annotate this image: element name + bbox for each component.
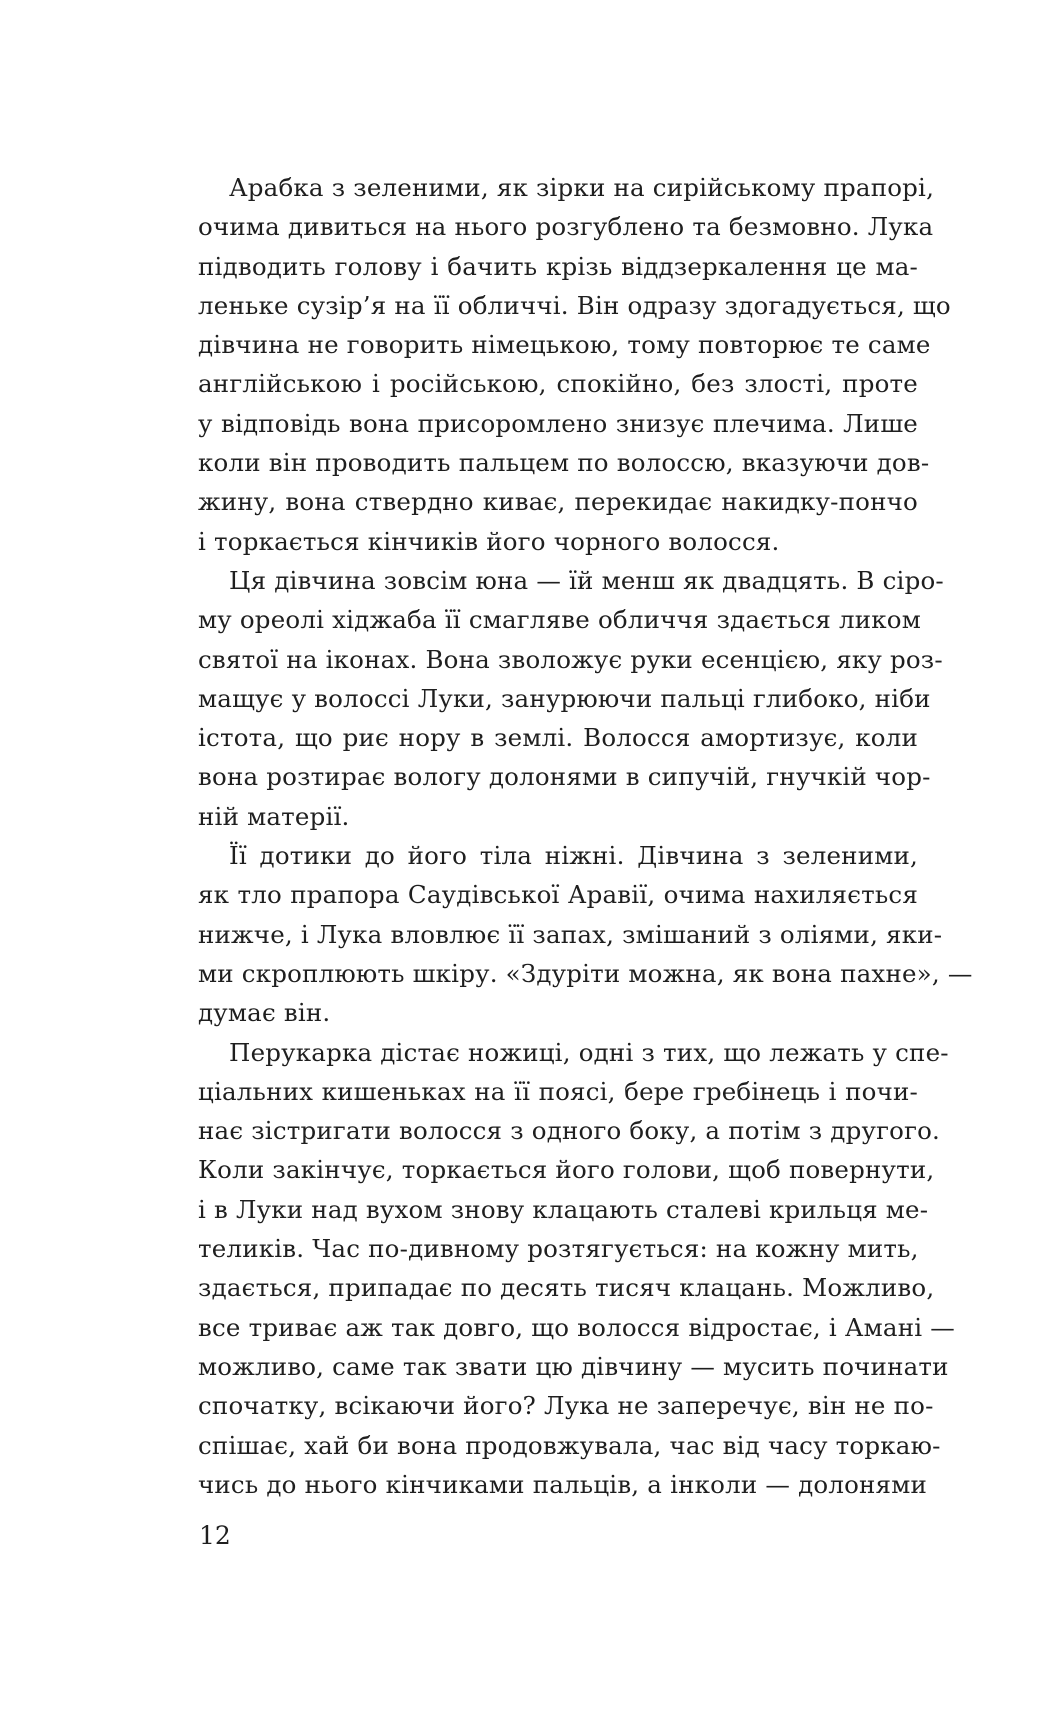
text-line: Коли закінчує, торкається його голови, щоб повернути,: [198, 1155, 935, 1185]
text-line: нає зістригати волосся з одного боку, а потім з другого.: [198, 1116, 941, 1146]
text-line: святої на іконах. Вона зволожує руки есенцією, яку роз-: [198, 644, 943, 674]
text-line: Ця дівчина зовсім юна — їй менш як двадцять. В сіро-: [229, 565, 944, 595]
text-line: жину, вона ствердно киває, перекидає накидку-пончо: [198, 487, 918, 517]
text-line: підводить голову і бачить крізь віддзеркалення це ма-: [198, 251, 918, 281]
text-line: можливо, саме так звати цю дівчину — мусить починати: [198, 1351, 949, 1381]
text-line: все триває аж так довго, що волосся відростає, і Амані —: [198, 1312, 955, 1342]
text-line: і в Луки над вухом знову клацають сталеві крильця ме-: [198, 1194, 929, 1224]
text-line: мащує у волоссі Луки, занурюючи пальці глибоко, ніби: [198, 683, 931, 713]
paragraph: [198, 836, 973, 1032]
text-line: істота, що риє нору в землі. Волосся амортизує, коли: [198, 723, 918, 753]
text-line: ній матерії.: [198, 801, 350, 831]
paragraph: [198, 168, 951, 561]
page-number: 12: [199, 1521, 231, 1550]
text-line: нижче, і Лука вловлює її запах, змішаний з оліями, яки-: [198, 919, 943, 949]
text-line: у відповідь вона присоромлено знизує плечима. Лише: [198, 408, 918, 438]
text-line: Перукарка дістає ножиці, одні з тих, що лежать у спе-: [229, 1037, 949, 1067]
paragraph: [198, 561, 944, 836]
text-line: Її дотики до його тіла ніжні. Дівчина з зеленими,: [229, 841, 918, 871]
page-body: [198, 168, 973, 1504]
text-line: Арабка з зеленими, як зірки на сирійському прапорі,: [229, 173, 935, 202]
text-line: англійською і російською, спокійно, без злості, проте: [198, 369, 918, 399]
text-line: спішає, хай би вона продовжувала, час від часу торкаю-: [198, 1430, 941, 1460]
text-line: ми скроплюють шкіру. «Здуріти можна, як вона пахне», —: [198, 958, 973, 988]
text-line: вона розтирає вологу долонями в сипучій, гнучкій чор-: [198, 762, 931, 792]
text-line: теликів. Час по-дивному розтягується: на кожну мить,: [198, 1234, 919, 1264]
text-line: леньке сузір’я на її обличчі. Він одразу здогадується, що: [198, 290, 951, 320]
paragraph: [198, 1033, 955, 1505]
text-line: спочатку, всікаючи його? Лука не заперечує, він не по-: [198, 1391, 934, 1421]
text-line: дівчина не говорить німецькою, тому повторює те саме: [198, 330, 931, 360]
text-line: коли він проводить пальцем по волоссю, вказуючи дов-: [198, 448, 930, 478]
text-line: му ореолі хіджаба її смагляве обличчя здається ликом: [198, 605, 922, 635]
text-line: і торкається кінчиків його чорного волосся.: [198, 526, 780, 556]
text-line: ціальних кишеньках на її поясі, бере гребінець і почи-: [198, 1076, 918, 1106]
text-line: як тло прапора Саудівської Аравії, очима нахиляється: [198, 880, 918, 910]
text-line: чись до нього кінчиками пальців, а інколи — долонями: [198, 1469, 927, 1499]
text-line: здається, припадає по десять тисяч клацань. Можливо,: [198, 1273, 935, 1303]
text-line: думає він.: [198, 998, 331, 1028]
text-line: очима дивиться на нього розгублено та безмовно. Лука: [198, 212, 934, 242]
